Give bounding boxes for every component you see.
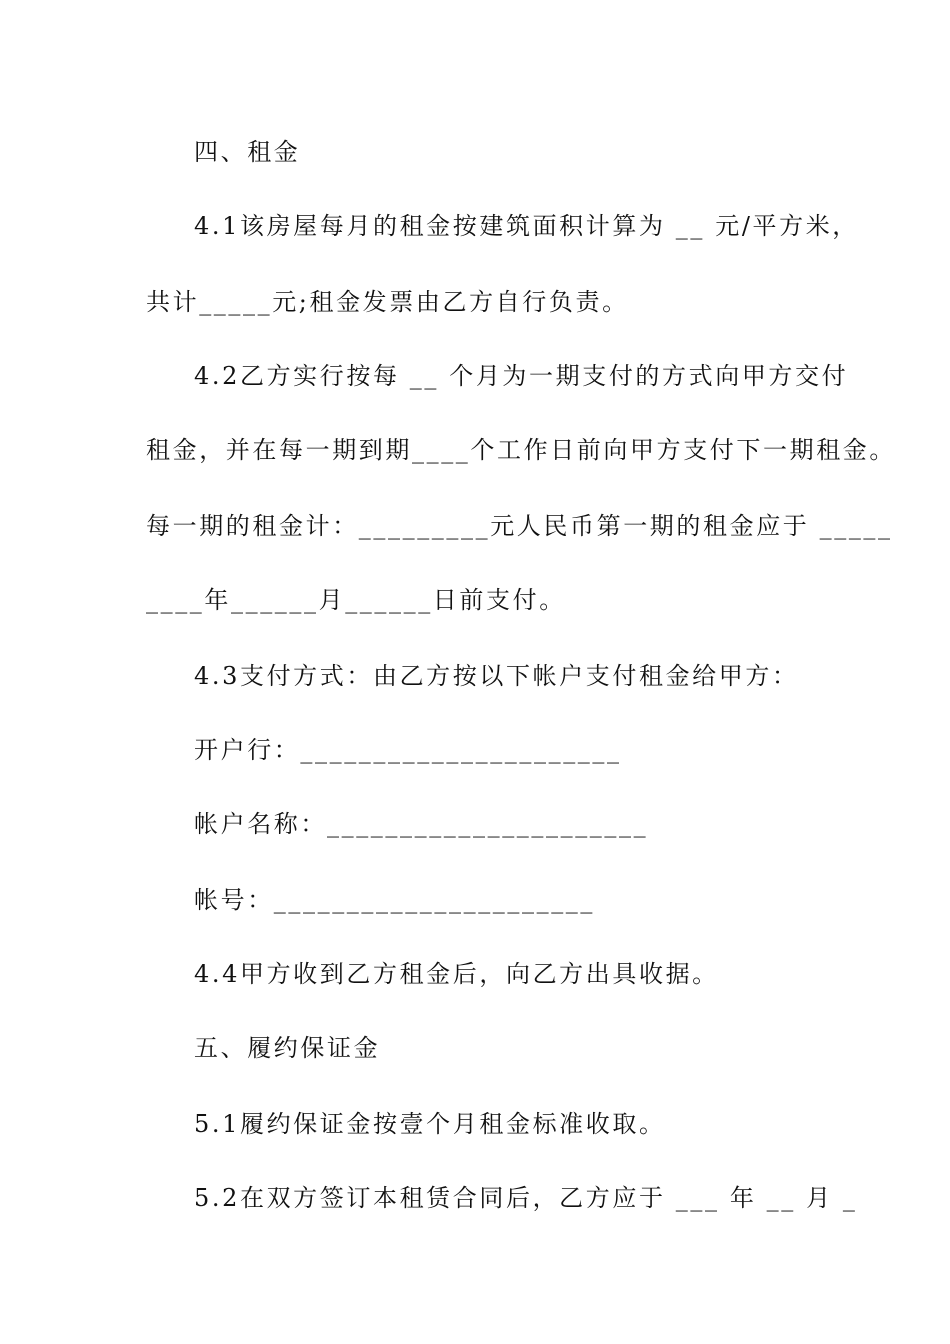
clause-4-2-continued-1: 租金，并在每一期到期____个工作日前向甲方支付下一期租金。 xyxy=(146,436,896,464)
account-number-field: 帐号：______________________ xyxy=(194,886,595,914)
account-name-field: 帐户名称：______________________ xyxy=(194,810,649,838)
clause-5-2: 5.2在双方签订本租赁合同后，乙方应于 ___ 年 __ 月 _ xyxy=(194,1184,858,1212)
section-heading-rent: 四、租金 xyxy=(194,138,301,166)
clause-4-1-continued: 共计_____元;租金发票由乙方自行负责。 xyxy=(146,288,629,316)
clause-4-2-continued-2: 每一期的租金计：_________元人民币第一期的租金应于 _____ xyxy=(146,512,893,540)
section-heading-deposit: 五、履约保证金 xyxy=(194,1034,381,1062)
clause-4-3: 4.3支付方式：由乙方按以下帐户支付租金给甲方： xyxy=(194,662,799,690)
clause-4-4: 4.4甲方收到乙方租金后，向乙方出具收据。 xyxy=(194,960,719,988)
clause-4-2: 4.2乙方实行按每 __ 个月为一期支付的方式向甲方交付 xyxy=(194,362,849,390)
bank-name-field: 开户行：______________________ xyxy=(194,736,622,764)
clause-4-2-continued-3: ____年______月______日前支付。 xyxy=(146,586,566,614)
clause-5-1: 5.1履约保证金按壹个月租金标准收取。 xyxy=(194,1110,666,1138)
clause-4-1: 4.1该房屋每月的租金按建筑面积计算为 __ 元/平方米， xyxy=(194,212,859,240)
